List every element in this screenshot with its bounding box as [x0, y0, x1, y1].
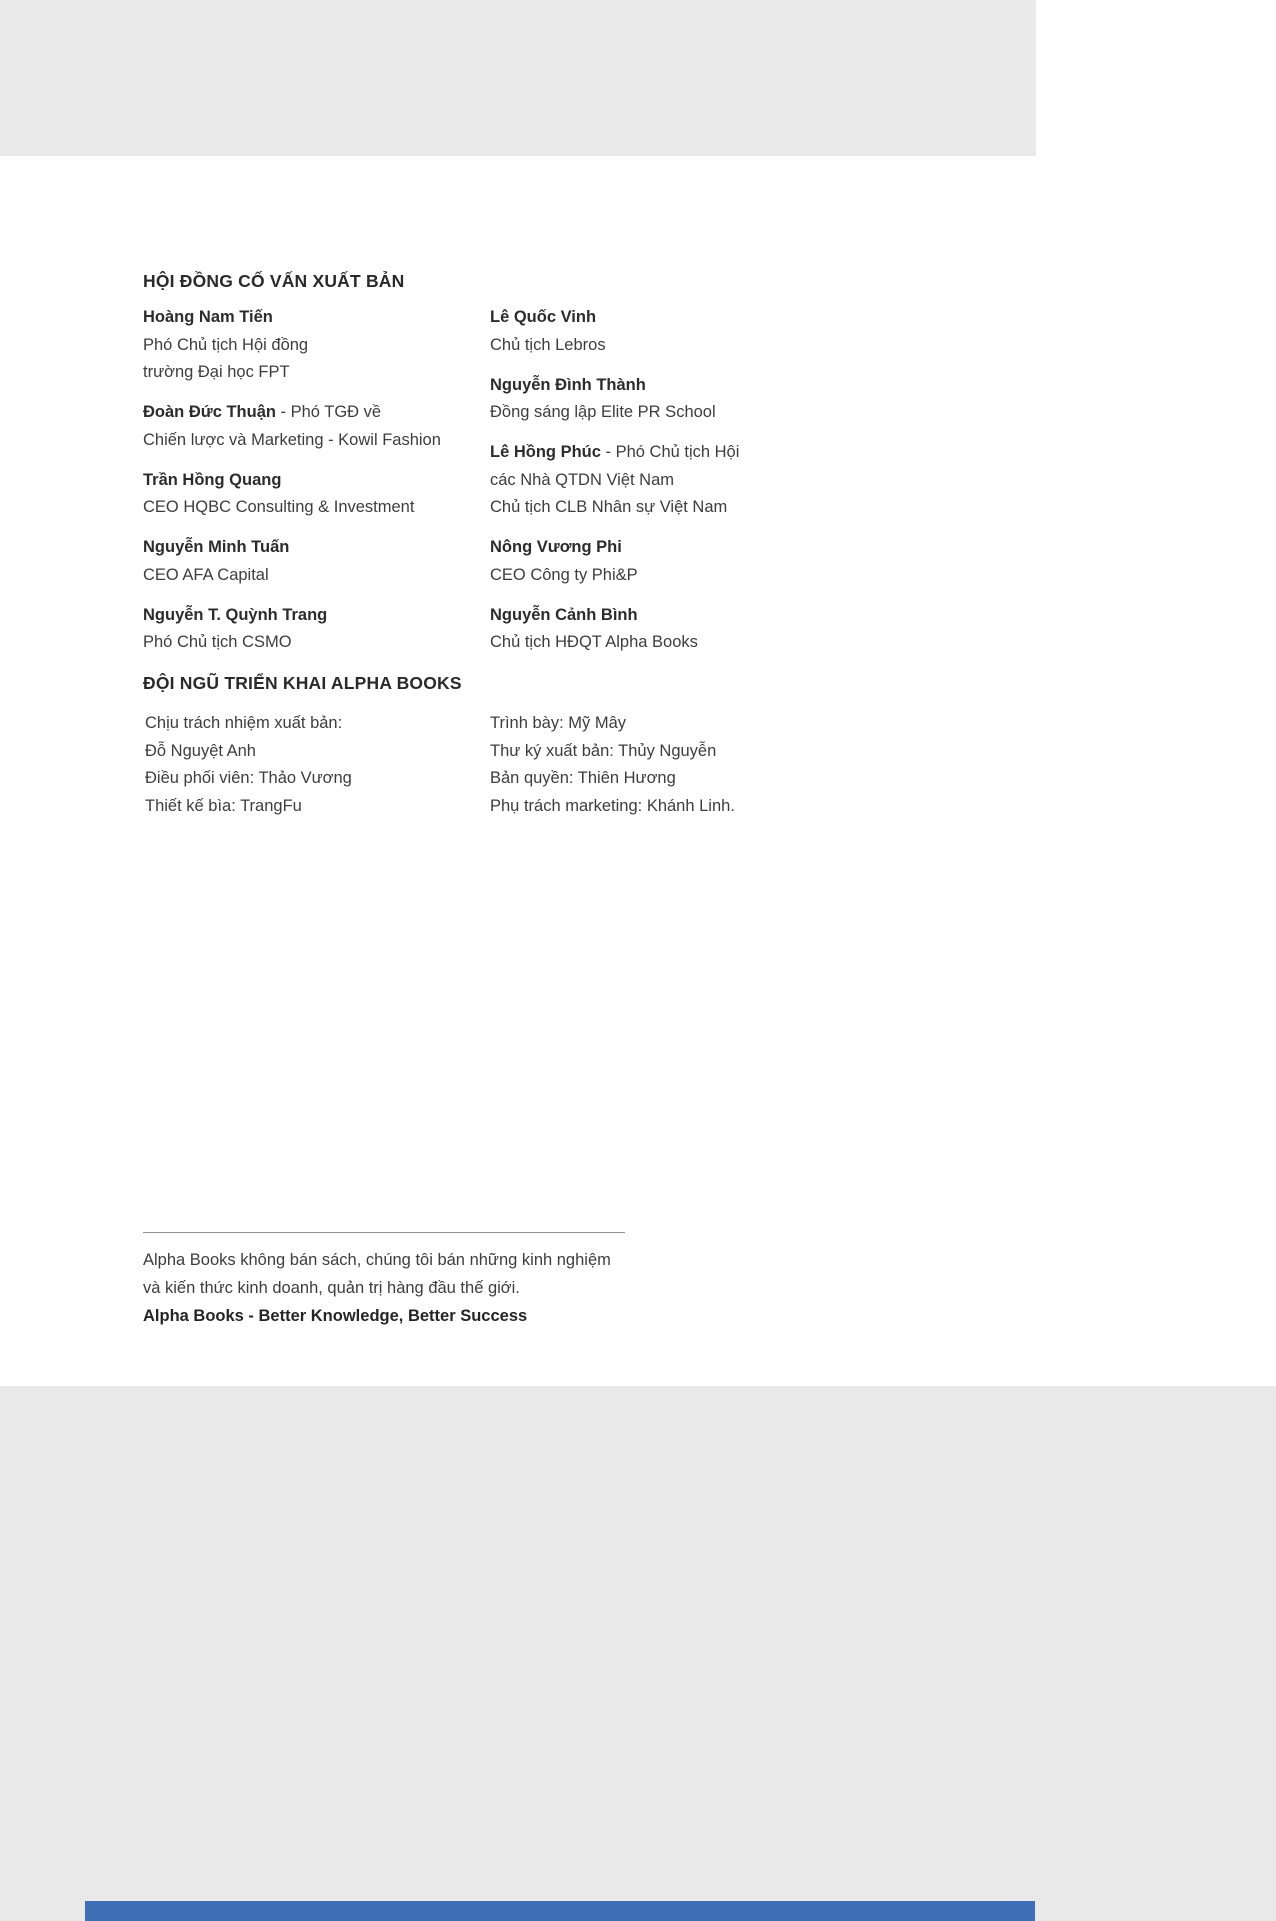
advisor-name-line: [490, 602, 930, 630]
photo-background-bottom: [0, 1386, 1276, 1921]
advisor-entry: [143, 534, 493, 589]
footer-line: Alpha Books không bán sách, chúng tôi bán những kinh nghiệm: [143, 1251, 611, 1269]
team-line: Thư ký xuất bản: Thủy Nguyễn: [490, 741, 717, 760]
footer-divider: [143, 1232, 625, 1233]
footer-tagline: Alpha Books - Better Knowledge, Better Success: [143, 1307, 528, 1325]
advisor-name: Lê Hồng Phúc: [490, 443, 601, 461]
advisor-name: Nguyễn Đình Thành: [490, 375, 646, 394]
team-line: Phụ trách marketing: Khánh Linh.: [490, 796, 735, 815]
advisor-name: Nguyễn Cảnh Bình: [490, 605, 638, 624]
advisor-entry: [490, 372, 930, 427]
advisor-role-line: CEO AFA Capital: [143, 565, 269, 584]
advisory-left-column: [143, 304, 493, 669]
team-left-column: [145, 710, 495, 820]
advisor-name-line: [490, 439, 930, 467]
advisor-entry: [490, 304, 930, 359]
advisory-right-column: [490, 304, 930, 669]
advisor-name-line: [490, 304, 930, 332]
advisor-name-suffix: - Phó Chủ tịch Hội: [600, 443, 740, 461]
team-line: Trình bày: Mỹ Mây: [490, 714, 627, 732]
advisor-name: Đoàn Đức Thuận: [143, 403, 276, 421]
advisor-role-line: CEO Công ty Phi&P: [490, 565, 638, 584]
advisor-role-line: trường Đại học FPT: [143, 363, 290, 381]
advisor-entry: [490, 439, 930, 522]
footer: [143, 1246, 703, 1330]
advisor-name-line: [143, 467, 493, 495]
advisor-name: Trần Hồng Quang: [143, 470, 282, 489]
advisor-entry: [143, 602, 493, 657]
team-line: Chịu trách nhiệm xuất bản:: [145, 714, 343, 732]
advisor-entry: [490, 602, 930, 657]
team-line: Điều phối viên: Thảo Vương: [145, 769, 352, 787]
advisory-board-heading: HỘI ĐỒNG CỐ VẤN XUẤT BẢN: [143, 271, 405, 291]
advisor-name-line: [490, 372, 930, 400]
advisor-role-line: Chiến lược và Marketing - Kowil Fashion: [143, 430, 441, 449]
advisor-name: Hoàng Nam Tiến: [143, 308, 273, 326]
advisor-name-line: [143, 304, 493, 332]
advisor-entry: [143, 399, 493, 454]
team-line: Thiết kế bìa: TrangFu: [145, 796, 302, 815]
advisor-role-line: Phó Chủ tịch CSMO: [143, 633, 292, 651]
photo-background-top: [0, 0, 1036, 156]
advisor-role-line: Chủ tịch Lebros: [490, 335, 606, 354]
advisor-role-line: CEO HQBC Consulting & Investment: [143, 498, 415, 516]
advisor-name: Nguyễn T. Quỳnh Trang: [143, 605, 328, 624]
advisor-role-line: các Nhà QTDN Việt Nam: [490, 470, 674, 489]
advisor-name: Nông Vương Phi: [490, 538, 622, 556]
advisor-name-line: [143, 399, 493, 427]
advisor-name: Lê Quốc Vinh: [490, 308, 597, 326]
advisor-entry: [143, 304, 493, 387]
advisor-role-line: Đồng sáng lập Elite PR School: [490, 403, 716, 421]
advisor-name-suffix: - Phó TGĐ về: [275, 403, 382, 421]
advisor-entry: [143, 467, 493, 522]
advisor-name-line: [143, 602, 493, 630]
advisor-role-line: Chủ tịch CLB Nhân sự Việt Nam: [490, 498, 728, 516]
team-line: Bản quyền: Thiên Hương: [490, 769, 676, 787]
advisor-name-line: [490, 534, 930, 562]
advisor-entry: [490, 534, 930, 589]
team-right-column: [490, 710, 930, 820]
footer-line: và kiến thức kinh doanh, quản trị hàng đầu thế giới.: [143, 1279, 520, 1297]
advisor-role-line: Chủ tịch HĐQT Alpha Books: [490, 633, 698, 651]
advisor-role-line: Phó Chủ tịch Hội đồng: [143, 335, 309, 354]
team-heading: ĐỘI NGŨ TRIỂN KHAI ALPHA BOOKS: [143, 673, 462, 693]
team-line: Đỗ Nguyệt Anh: [145, 741, 256, 760]
advisor-name-line: [143, 534, 493, 562]
advisor-name: Nguyễn Minh Tuấn: [143, 538, 290, 556]
book-edge-strip: [85, 1901, 1035, 1921]
